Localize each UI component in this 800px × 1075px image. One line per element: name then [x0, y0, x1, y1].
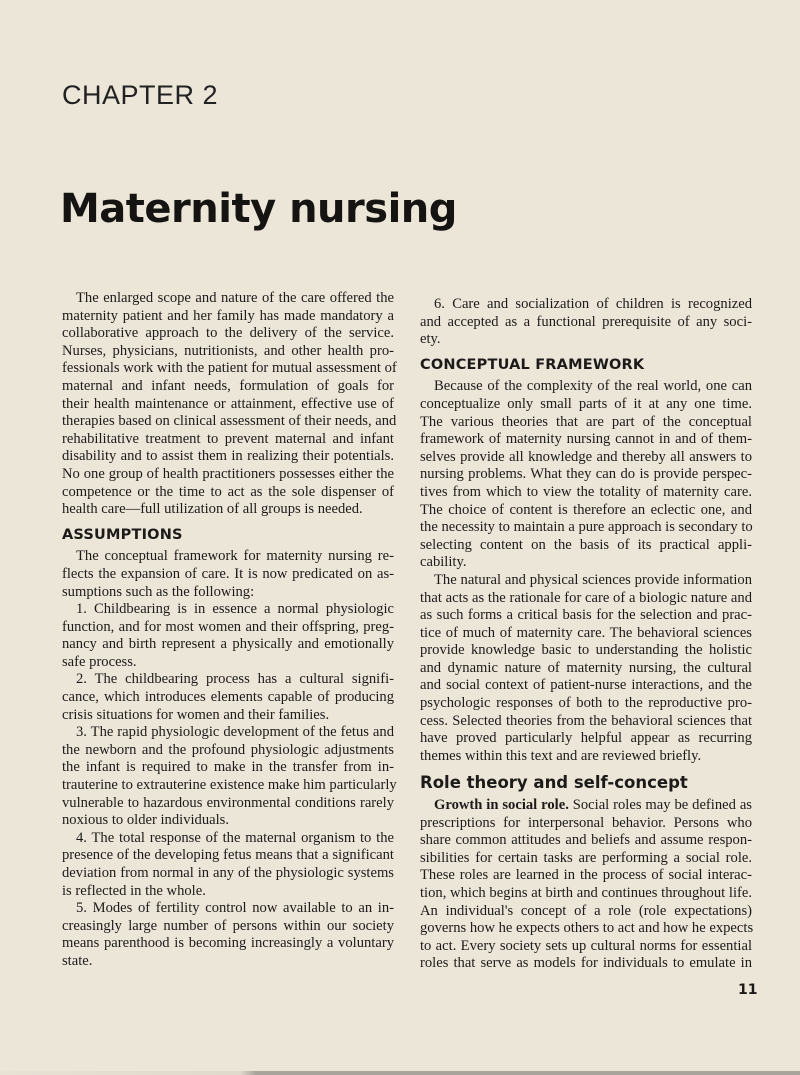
text-line: 6. Care and socialization of children is recognized [434, 296, 752, 312]
text-line: the necessity to maintain a pure approach is secondary to [420, 519, 753, 536]
text-line: their health maintenance or attainment, effective use of [62, 395, 394, 412]
text-line: An individual's concept of a role (role expectations) [420, 902, 752, 919]
text-line: selecting content on the basis of its practical appli- [420, 536, 752, 553]
text-line: health care—full utilization of all groups is needed. [62, 501, 363, 518]
text-line: trauterine to extrauterine existence make him particularly [62, 777, 397, 794]
paragraph [420, 572, 752, 766]
text-line: cability. [420, 554, 467, 571]
paragraph [420, 797, 752, 973]
text-line: 4. The total response of the maternal organism to the [76, 829, 394, 846]
paragraph [420, 378, 752, 572]
text-line: 1. Childbearing is in essence a normal physiologic [76, 601, 394, 618]
text-line: prescriptions for interpersonal behavior. Persons who [420, 814, 752, 831]
text-line: 2. The childbearing process has a cultural signifi- [76, 671, 394, 688]
text-line: framework of maternity nursing cannot in and of them- [420, 431, 752, 448]
page-edge [0, 1071, 800, 1075]
text-line: conceptualize only small parts of it at any one time. [420, 395, 752, 412]
text-line: These roles are learned in the process of social interac- [420, 867, 752, 884]
text-line: that acts as the rationale for care of a biologic nature and [420, 589, 752, 606]
paragraph [62, 601, 394, 671]
text-line: The natural and physical sciences provide information [434, 571, 752, 588]
text-line: competence or the time to act as the sole dispenser of [62, 483, 394, 500]
text-line: provide knowledge basic to understanding the holistic [420, 642, 752, 659]
right-column [420, 296, 752, 973]
text-line: The various theories that are part of the conceptual [420, 413, 752, 430]
text-line: to act. Every society sets up cultural norms for essential [420, 937, 752, 954]
text-line: Nurses, physicians, nutritionists, and other health pro- [62, 342, 394, 359]
page-number: 11 [738, 982, 758, 998]
paragraph [62, 900, 394, 970]
chapter-label: CHAPTER 2 [62, 80, 219, 110]
text-line: the newborn and the profound physiologic adjustments [62, 741, 394, 758]
text-line: and dynamic nature of maternity nursing, the cultural [420, 659, 752, 676]
paragraph [420, 296, 752, 349]
text-line: 3. The rapid physiologic development of the fetus and [76, 724, 394, 741]
text-line: governs how he expects others to act and how he expects [420, 920, 754, 937]
paragraph [62, 290, 397, 519]
text-line: ety. [420, 331, 441, 348]
text-line: maternity patient and her family has made mandatory a [62, 307, 394, 324]
text-line: sumptions such as the following: [62, 583, 255, 600]
text-line: safe process. [62, 653, 137, 670]
text-line: The conceptual framework for maternity nursing re- [76, 548, 394, 565]
text-line: roles that serve as models for individuals to emulate in [420, 955, 752, 972]
left-column [62, 290, 397, 971]
text-line: and accepted as a functional prerequisite of any soci- [420, 313, 752, 330]
text-line: tion, which begins at birth and continues throughout life. [420, 885, 752, 901]
text-line: fessionals work with the patient for mutual assessment of [62, 360, 397, 377]
text-line: psychologic responses of both to the reproductive pro- [420, 695, 752, 712]
text-line: is reflected in the whole. [62, 882, 206, 899]
run-in-heading: Growth in social role. [434, 797, 569, 814]
text-line: cance, which introduces elements capable of producing [62, 689, 394, 706]
text-line [420, 797, 752, 815]
text-line: disability and to assist them in realizing their potentials. [62, 448, 394, 465]
section-heading: CONCEPTUAL FRAMEWORK [420, 356, 645, 373]
paragraph [62, 724, 397, 830]
text-line: as such forms a critical basis for the selection and prac- [420, 607, 752, 624]
text-line: noxious to older individuals. [62, 812, 230, 829]
text-line: have proved particularly helpful appear as recurring [420, 730, 752, 747]
text-run: Social roles may be defined as [568, 797, 752, 814]
text-line: vulnerable to hazardous environmental conditions rarely [62, 794, 394, 811]
text-line: therapies based on clinical assessment of their needs, and [62, 413, 397, 430]
text-line: collaborative approach to the delivery of the service. [62, 325, 394, 342]
text-line: The choice of content is therefore an eclectic one, and [420, 501, 752, 518]
text-line: function, and for most women and their offspring, preg- [62, 618, 394, 635]
chapter-title: Maternity nursing [60, 186, 457, 232]
section-heading: Role theory and self-concept [420, 773, 688, 793]
text-line: maternal and infant needs, formulation of goals for [62, 377, 394, 394]
text-line: and social context of patient-nurse interactions, and the [420, 677, 752, 694]
paragraph [62, 671, 394, 724]
text-line: presence of the developing fetus means that a significant [62, 847, 394, 864]
text-line: Because of the complexity of the real world, one can [434, 378, 752, 395]
text-line: flects the expansion of care. It is now predicated on as- [62, 565, 394, 582]
section-heading: ASSUMPTIONS [62, 526, 183, 543]
text-line: nursing problems. What they can do is provide perspec- [420, 466, 752, 483]
text-line: 5. Modes of fertility control now available to an in- [76, 900, 394, 917]
text-line: nancy and birth represent a physically and emotionally [62, 636, 394, 653]
text-line: the infant is required to make in the transfer from in- [62, 759, 394, 776]
text-line: state. [62, 952, 93, 969]
paragraph [62, 548, 394, 601]
text-line: rehabilitative treatment to prevent maternal and infant [62, 430, 394, 447]
text-line: selves provide all knowledge and thereby all answers to [420, 448, 752, 465]
text-line: share common attitudes and beliefs and assume respon- [420, 832, 752, 849]
text-line: means parenthood is becoming increasingly a voluntary [62, 935, 394, 952]
paragraph [62, 830, 394, 900]
text-line: cess. Selected theories from the behavioral sciences that [420, 712, 752, 729]
text-line: creasingly large number of persons within our society [62, 917, 394, 934]
text-line: The enlarged scope and nature of the care offered the [76, 290, 394, 306]
text-line: tice of much of maternity care. The behavioral sciences [420, 624, 752, 641]
text-line: deviation from normal in any of the physiologic systems [62, 865, 394, 881]
text-line: sibilities for certain tasks are performing a social role. [420, 849, 752, 866]
text-line: crisis situations for women and their families. [62, 706, 330, 723]
text-line: tives from which to view the totality of maternity care. [420, 483, 752, 500]
text-line: themes within this text and are reviewed briefly. [420, 747, 702, 764]
text-line: No one group of health practitioners possesses either the [62, 465, 394, 482]
